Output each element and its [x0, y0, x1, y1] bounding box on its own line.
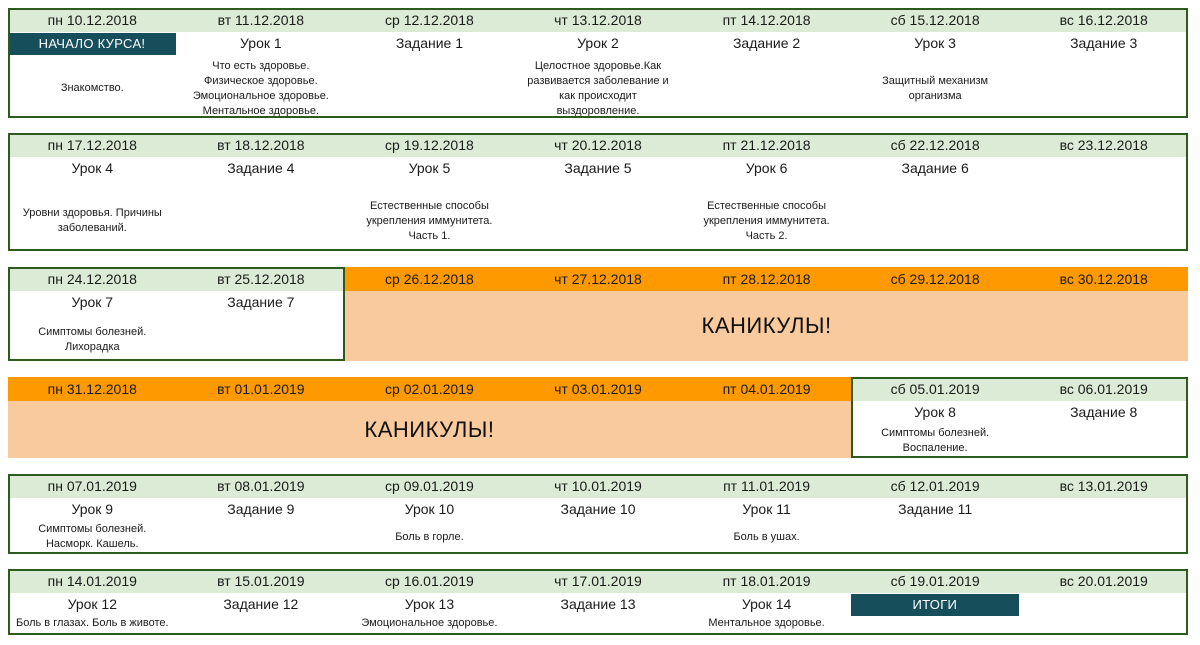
description-line: организма	[908, 89, 962, 102]
day-cell	[682, 474, 851, 554]
lesson-title: Урок 11	[742, 501, 791, 517]
day-date: чт 20.12.2018	[514, 133, 683, 157]
lesson-description	[10, 81, 175, 96]
day-cell	[177, 8, 346, 118]
day-date: пт 18.01.2019	[682, 569, 851, 593]
day-date: ср 12.12.2018	[345, 8, 514, 32]
day-date: вс 13.01.2019	[1019, 474, 1188, 498]
day-cell	[1019, 267, 1188, 361]
day-cell	[514, 267, 683, 361]
day-date: вт 15.01.2019	[177, 569, 346, 593]
day-cell	[345, 267, 514, 361]
day-date: сб 15.12.2018	[851, 8, 1020, 32]
description-line: заболеваний.	[57, 222, 127, 234]
day-date: пн 14.01.2019	[8, 569, 177, 593]
lesson-title: Задание 7	[227, 294, 295, 310]
day-cell	[851, 569, 1020, 635]
lesson-description	[853, 426, 1018, 456]
lesson-title: Задание 2	[732, 35, 801, 51]
day-date: вс 06.01.2019	[1019, 377, 1188, 401]
lesson-title: Задание 13	[560, 596, 636, 612]
description-line: Насморк. Кашель.	[45, 538, 139, 550]
lesson-title: Урок 14	[741, 596, 792, 612]
lesson-description	[684, 616, 849, 631]
day-date: ср 26.12.2018	[345, 267, 514, 291]
day-cell	[177, 133, 346, 251]
day-date: чт 10.01.2019	[514, 474, 683, 498]
day-date: пн 24.12.2018	[8, 267, 177, 291]
day-cell	[514, 474, 683, 554]
lesson-title: Задание 11	[898, 501, 973, 517]
description-line: Ментальное здоровье.	[708, 617, 825, 629]
day-date: вт 08.01.2019	[177, 474, 346, 498]
day-date: вс 30.12.2018	[1019, 267, 1188, 291]
day-date: сб 05.01.2019	[851, 377, 1020, 401]
description-line: Воспаление.	[902, 442, 968, 454]
highlight-tag: ИТОГИ	[851, 594, 1019, 616]
day-date: пн 07.01.2019	[8, 474, 177, 498]
day-date: вс 20.01.2019	[1019, 569, 1188, 593]
day-cell	[682, 267, 851, 361]
day-cell	[682, 377, 851, 458]
description-line: Часть 2.	[745, 229, 788, 242]
description-line: Физическое здоровье.	[204, 75, 318, 87]
lesson-description	[10, 325, 175, 355]
description-line: укрепления иммунитета.	[703, 214, 830, 227]
day-date: вт 25.12.2018	[177, 267, 346, 291]
day-date: вт 18.12.2018	[177, 133, 346, 157]
week-row	[8, 267, 1188, 361]
day-date: чт 17.01.2019	[514, 569, 683, 593]
lesson-title: Урок 1	[240, 35, 282, 51]
lesson-title: Урок 13	[404, 596, 455, 612]
day-cell	[177, 267, 346, 361]
description-line: Лихорадка	[64, 341, 120, 353]
description-line: Эмоциональное здоровье.	[361, 617, 498, 629]
day-date: ср 16.01.2019	[345, 569, 514, 593]
lesson-title: Задание 12	[223, 596, 299, 612]
lesson-title: Урок 8	[914, 404, 956, 420]
lesson-title: Урок 5	[408, 160, 451, 176]
description-line: Симптомы болезней.	[38, 523, 147, 535]
day-cell	[851, 8, 1020, 118]
description-line: Боль в глазах. Боль в животе.	[16, 617, 169, 629]
lesson-description	[516, 59, 681, 119]
day-cell	[1019, 377, 1188, 458]
day-date: сб 22.12.2018	[851, 133, 1020, 157]
lesson-title: Задание 1	[395, 35, 464, 51]
week-row	[8, 377, 1188, 458]
day-cell	[682, 133, 851, 251]
week-row	[8, 569, 1188, 635]
lesson-title: Урок 6	[745, 160, 788, 176]
lesson-description	[10, 206, 175, 236]
day-cell	[851, 133, 1020, 251]
day-cell	[8, 377, 177, 458]
day-cell	[177, 474, 346, 554]
day-cell	[8, 8, 177, 118]
description-line: выздоровление.	[556, 105, 640, 117]
day-cell	[851, 474, 1020, 554]
vacation-label: КАНИКУЛЫ!	[364, 416, 495, 442]
vacation-label: КАНИКУЛЫ!	[701, 313, 832, 338]
description-line: Естественные способы	[707, 199, 826, 212]
day-cell	[177, 377, 346, 458]
day-cell	[514, 377, 683, 458]
day-cell	[1019, 569, 1188, 635]
week-row	[8, 8, 1188, 118]
lesson-description	[179, 59, 344, 119]
day-cell	[8, 474, 177, 554]
description-line: Уровни здоровья. Причины	[22, 207, 162, 219]
lesson-title: Задание 4	[227, 160, 295, 176]
day-date: чт 13.12.2018	[514, 8, 683, 32]
lesson-title: Урок 9	[71, 501, 114, 517]
day-cell	[851, 267, 1020, 361]
day-date: чт 03.01.2019	[514, 377, 683, 401]
lesson-title: Урок 2	[577, 35, 619, 51]
lesson-title: Урок 4	[71, 160, 114, 176]
day-cell	[345, 377, 514, 458]
highlight-tag: НАЧАЛО КУРСА!	[8, 33, 176, 55]
description-line: укрепления иммунитета.	[366, 214, 493, 227]
lesson-description	[347, 199, 512, 244]
lesson-title: Урок 10	[404, 501, 455, 517]
day-cell	[682, 8, 851, 118]
description-line: Естественные способы	[369, 199, 489, 212]
description-line: Целостное здоровье.Как	[534, 60, 662, 72]
description-line: Часть 1.	[408, 229, 451, 242]
lesson-description	[684, 530, 849, 545]
day-date: вс 23.12.2018	[1019, 133, 1188, 157]
day-date: пн 31.12.2018	[8, 377, 177, 401]
day-date: пт 14.12.2018	[682, 8, 851, 32]
day-cell	[8, 267, 177, 361]
day-date: пт 11.01.2019	[682, 474, 851, 498]
lesson-title: Урок 12	[67, 596, 117, 612]
week-row	[8, 474, 1188, 554]
description-line: Что есть здоровье.	[212, 60, 310, 72]
day-cell	[1019, 474, 1188, 554]
day-cell	[345, 8, 514, 118]
day-date: сб 19.01.2019	[851, 569, 1020, 593]
description-line: развивается заболевание и	[527, 75, 669, 87]
day-cell	[514, 569, 683, 635]
day-cell	[8, 133, 177, 251]
day-date: пт 04.01.2019	[682, 377, 851, 401]
lesson-title: Урок 7	[71, 294, 114, 310]
lesson-title: Задание 3	[1070, 35, 1138, 51]
day-cell	[177, 569, 346, 635]
day-cell	[345, 133, 514, 251]
day-date: сб 12.01.2019	[851, 474, 1020, 498]
lesson-description	[347, 616, 512, 631]
lesson-title: Задание 9	[227, 501, 295, 517]
day-cell	[1019, 8, 1188, 118]
day-date: вт 01.01.2019	[177, 377, 346, 401]
lesson-description	[347, 530, 512, 545]
day-cell	[345, 569, 514, 635]
lesson-title: Задание 10	[560, 501, 636, 517]
description-line: Симптомы болезней.	[881, 427, 990, 439]
day-date: пн 17.12.2018	[8, 133, 177, 157]
day-cell	[851, 377, 1020, 458]
lesson-description	[684, 199, 849, 244]
description-line: Боль в горле.	[395, 530, 464, 543]
description-line: Ментальное здоровье.	[202, 105, 320, 117]
lesson-title: Урок 3	[914, 35, 956, 51]
day-cell	[1019, 133, 1188, 251]
day-date: сб 29.12.2018	[851, 267, 1020, 291]
lesson-description	[853, 74, 1018, 104]
day-date: вт 11.12.2018	[177, 8, 346, 32]
lesson-description	[10, 616, 175, 631]
day-date: ср 19.12.2018	[345, 133, 514, 157]
week-row	[8, 133, 1188, 251]
day-cell	[514, 133, 683, 251]
lesson-title: Задание 6	[901, 160, 969, 176]
day-date: ср 09.01.2019	[345, 474, 514, 498]
lesson-description	[10, 522, 175, 552]
description-line: Знакомство.	[60, 82, 124, 94]
day-date: пт 21.12.2018	[682, 133, 851, 157]
day-date: чт 27.12.2018	[514, 267, 683, 291]
description-line: Защитный механизм	[882, 74, 989, 87]
description-line: Боль в ушах.	[733, 530, 800, 543]
description-line: как происходит	[559, 90, 637, 102]
day-cell	[8, 569, 177, 635]
day-date: вс 16.12.2018	[1019, 8, 1188, 32]
lesson-title: Задание 8	[1070, 404, 1138, 420]
lesson-title: Задание 5	[564, 160, 632, 176]
day-date: ср 02.01.2019	[345, 377, 514, 401]
description-line: Симптомы болезней.	[38, 326, 147, 338]
day-cell	[514, 8, 683, 118]
day-cell	[682, 569, 851, 635]
day-date: пт 28.12.2018	[682, 267, 851, 291]
description-line: Эмоциональное здоровье.	[192, 90, 329, 102]
day-date: пн 10.12.2018	[8, 8, 177, 32]
day-cell	[345, 474, 514, 554]
